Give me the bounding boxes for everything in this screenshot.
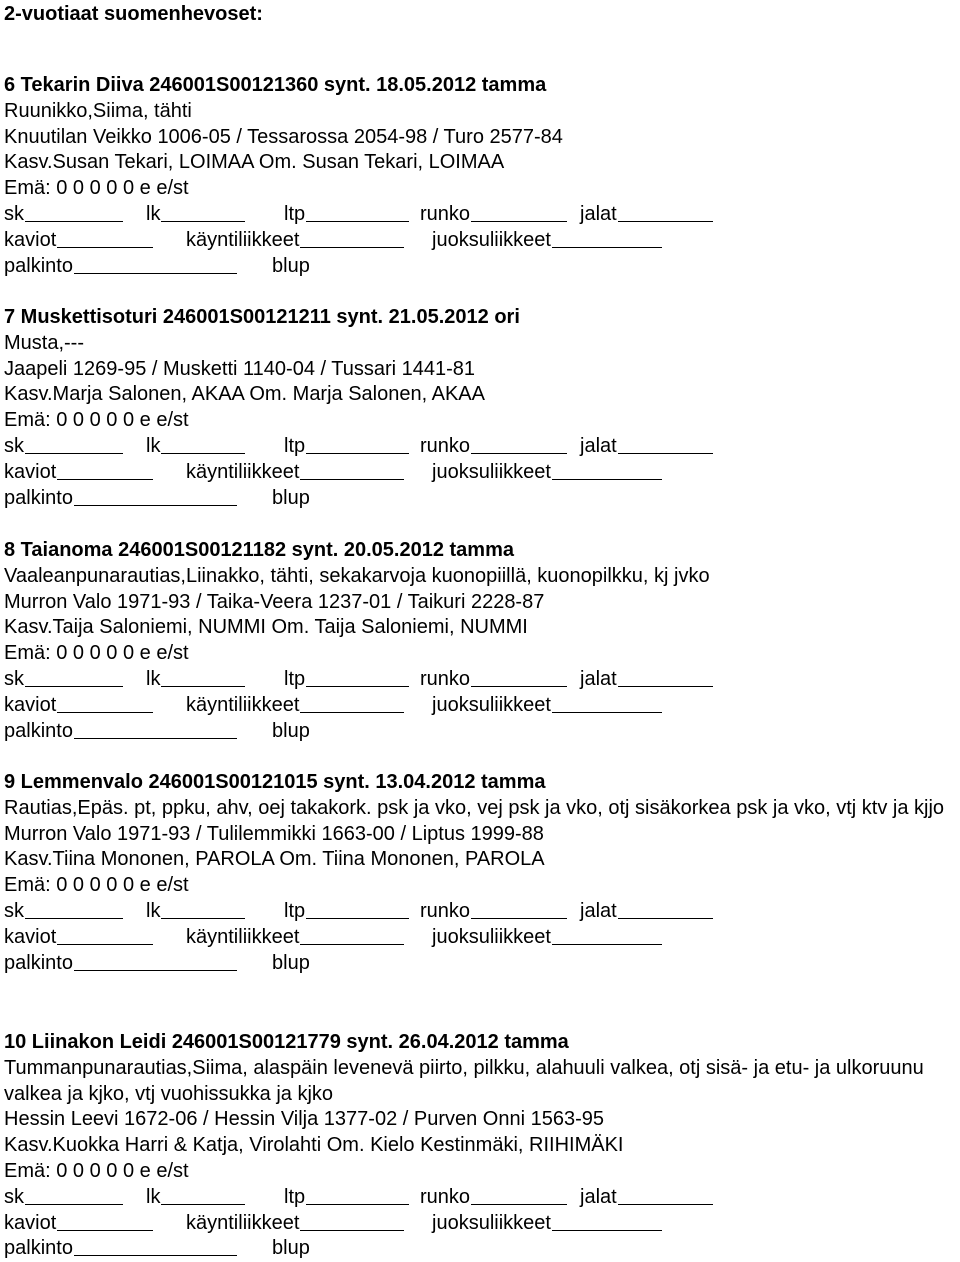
field-label: blup <box>272 1237 310 1260</box>
field-blup <box>272 486 310 512</box>
field-ltp <box>284 434 409 460</box>
field-label: ltp <box>284 202 306 225</box>
field-palkinto <box>4 1236 237 1262</box>
conformation-row <box>4 667 956 693</box>
field-jalat <box>580 434 713 460</box>
blank-line[interactable] <box>552 925 662 945</box>
horse-dam-info: Emä: 0 0 0 0 0 e e/st <box>4 177 189 200</box>
field-ltp <box>284 1185 409 1211</box>
field-juoksuliikkeet <box>432 925 662 951</box>
field-runko <box>420 667 567 693</box>
blank-line[interactable] <box>74 254 237 274</box>
field-kaviot <box>4 693 153 719</box>
field-label: lk <box>146 202 161 225</box>
field-label: runko <box>420 1185 471 1208</box>
field-runko <box>420 434 567 460</box>
field-label: juoksuliikkeet <box>432 228 551 251</box>
field-blup <box>272 1236 310 1262</box>
field-juoksuliikkeet <box>432 460 662 486</box>
field-label: jalat <box>580 434 617 457</box>
movement-row <box>4 1211 956 1237</box>
field-label: runko <box>420 434 471 457</box>
field-juoksuliikkeet <box>432 228 662 254</box>
field-juoksuliikkeet <box>432 693 662 719</box>
field-lk <box>146 1185 245 1211</box>
field-jalat <box>580 667 713 693</box>
horse-breeder-owner: Kasv.Susan Tekari, LOIMAA Om. Susan Tekari, LOIMAA <box>4 151 505 174</box>
horse-pedigree: Jaapeli 1269-95 / Musketti 1140-04 / Tussari 1441-81 <box>4 357 476 380</box>
award-row <box>4 254 956 280</box>
field-kaviot <box>4 1211 153 1237</box>
blank-line[interactable] <box>25 667 123 687</box>
field-label: ltp <box>284 667 306 690</box>
movement-row <box>4 460 956 486</box>
blank-line[interactable] <box>300 228 404 248</box>
field-label: jalat <box>580 899 617 922</box>
field-label: lk <box>146 667 161 690</box>
field-lk <box>146 667 245 693</box>
horse-title: 8 Taianoma 246001S00121182 synt. 20.05.2012 tamma <box>4 539 514 561</box>
field-label: sk <box>4 667 24 690</box>
blank-line[interactable] <box>74 719 237 739</box>
horse-title: 7 Muskettisoturi 246001S00121211 synt. 21.05.2012 ori <box>4 306 520 328</box>
field-blup <box>272 254 310 280</box>
blank-line[interactable] <box>25 202 123 222</box>
movement-row <box>4 925 956 951</box>
field-label: palkinto <box>4 719 73 742</box>
blank-line[interactable] <box>618 667 713 687</box>
horse-pedigree: Knuutilan Veikko 1006-05 / Tessarossa 2054-98 / Turo 2577-84 <box>4 125 563 148</box>
field-label: palkinto <box>4 951 73 974</box>
field-label: jalat <box>580 667 617 690</box>
field-label: lk <box>146 1185 161 1208</box>
field-palkinto <box>4 719 237 745</box>
field-kayntiliikkeet <box>186 228 404 254</box>
field-ltp <box>284 667 409 693</box>
blank-line[interactable] <box>25 899 123 919</box>
blank-line[interactable] <box>25 1185 123 1205</box>
horse-color-markings: Vaaleanpunarautias,Liinakko, tähti, sekakarvoja kuonopiillä, kuonopilkku, kj jvko <box>4 564 710 587</box>
blank-line[interactable] <box>57 460 153 480</box>
field-label: käyntiliikkeet <box>186 693 300 716</box>
horse-color-markings: Tummanpunarautias,Siima, alaspäin levenevä piirto, pilkku, alahuuli valkea, otj sisä- ja etu- ja ulkoruunu valkea ja kjko, vtj vuohissukka ja kjko <box>4 1056 924 1105</box>
field-label: ltp <box>284 1185 306 1208</box>
award-row <box>4 486 956 512</box>
blank-line[interactable] <box>618 434 713 454</box>
field-kayntiliikkeet <box>186 460 404 486</box>
horse-color-markings: Rautias,Epäs. pt, ppku, ahv, oej takakork. psk ja vko, vej psk ja vko, otj sisäkorkea psk ja vko, vtj ktv ja kjjo <box>4 796 945 819</box>
horse-breeder-owner: Kasv.Taija Saloniemi, NUMMI Om. Taija Saloniemi, NUMMI <box>4 616 528 639</box>
field-runko <box>420 202 567 228</box>
horse-breeder-owner: Kasv.Kuokka Harri & Katja, Virolahti Om. Kielo Kestinmäki, RIIHIMÄKI <box>4 1134 624 1157</box>
field-label: palkinto <box>4 486 73 509</box>
blank-line[interactable] <box>57 228 153 248</box>
field-label: käyntiliikkeet <box>186 925 300 948</box>
field-jalat <box>580 1185 713 1211</box>
field-label: kaviot <box>4 460 57 483</box>
field-label: juoksuliikkeet <box>432 925 551 948</box>
blank-line[interactable] <box>552 460 662 480</box>
blank-line[interactable] <box>74 951 237 971</box>
blank-line[interactable] <box>618 899 713 919</box>
field-sk <box>4 899 123 925</box>
blank-line[interactable] <box>306 1185 409 1205</box>
field-label: sk <box>4 1185 24 1208</box>
blank-line[interactable] <box>618 202 713 222</box>
blank-line[interactable] <box>471 667 567 687</box>
horse-dam-info: Emä: 0 0 0 0 0 e e/st <box>4 642 189 665</box>
horse-title: 10 Liinakon Leidi 246001S00121779 synt. 26.04.2012 tamma <box>4 1031 569 1053</box>
field-palkinto <box>4 254 237 280</box>
horse-entry <box>4 305 956 511</box>
blank-line[interactable] <box>471 1185 567 1205</box>
field-jalat <box>580 202 713 228</box>
conformation-row <box>4 899 956 925</box>
field-label: runko <box>420 202 471 225</box>
field-blup <box>272 951 310 977</box>
horse-dam-info: Emä: 0 0 0 0 0 e e/st <box>4 1159 189 1182</box>
field-blup <box>272 719 310 745</box>
field-label: palkinto <box>4 1237 73 1260</box>
field-label: blup <box>272 951 310 974</box>
field-label: jalat <box>580 1185 617 1208</box>
blank-line[interactable] <box>300 460 404 480</box>
field-runko <box>420 899 567 925</box>
blank-line[interactable] <box>74 486 237 506</box>
blank-line[interactable] <box>552 1211 662 1231</box>
horse-entry <box>4 538 956 744</box>
blank-line[interactable] <box>471 202 567 222</box>
field-palkinto <box>4 486 237 512</box>
horse-pedigree: Murron Valo 1971-93 / Taika-Veera 1237-01 / Taikuri 2228-87 <box>4 590 545 613</box>
field-jalat <box>580 899 713 925</box>
award-row <box>4 1236 956 1262</box>
blank-line[interactable] <box>306 667 409 687</box>
movement-row <box>4 228 956 254</box>
conformation-row <box>4 434 956 460</box>
field-ltp <box>284 899 409 925</box>
page-heading: 2-vuotiaat suomenhevoset: <box>4 3 263 25</box>
field-label: blup <box>272 486 310 509</box>
blank-line[interactable] <box>618 1185 713 1205</box>
horse-dam-info: Emä: 0 0 0 0 0 e e/st <box>4 874 189 897</box>
horse-pedigree: Hessin Leevi 1672-06 / Hessin Vilja 1377-02 / Purven Onni 1563-95 <box>4 1108 604 1131</box>
blank-line[interactable] <box>306 202 409 222</box>
award-row <box>4 719 956 745</box>
field-label: ltp <box>284 434 306 457</box>
horse-color-markings: Ruunikko,Siima, tähti <box>4 99 192 122</box>
horse-entry <box>4 1030 956 1262</box>
field-kaviot <box>4 925 153 951</box>
field-label: runko <box>420 899 471 922</box>
field-lk <box>146 434 245 460</box>
field-sk <box>4 667 123 693</box>
field-label: käyntiliikkeet <box>186 1211 300 1234</box>
movement-row <box>4 693 956 719</box>
field-label: lk <box>146 434 161 457</box>
blank-line[interactable] <box>552 693 662 713</box>
blank-line[interactable] <box>57 693 153 713</box>
field-lk <box>146 899 245 925</box>
conformation-row <box>4 202 956 228</box>
blank-line[interactable] <box>471 899 567 919</box>
field-sk <box>4 434 123 460</box>
blank-line[interactable] <box>306 434 409 454</box>
field-runko <box>420 1185 567 1211</box>
blank-line[interactable] <box>161 1185 245 1205</box>
horse-title: 6 Tekarin Diiva 246001S00121360 synt. 18.05.2012 tamma <box>4 74 547 96</box>
blank-line[interactable] <box>25 434 123 454</box>
field-kayntiliikkeet <box>186 693 404 719</box>
blank-line[interactable] <box>161 434 245 454</box>
field-label: jalat <box>580 202 617 225</box>
field-label: palkinto <box>4 254 73 277</box>
blank-line[interactable] <box>161 202 245 222</box>
field-kayntiliikkeet <box>186 1211 404 1237</box>
horse-dam-info: Emä: 0 0 0 0 0 e e/st <box>4 409 189 432</box>
field-label: kaviot <box>4 228 57 251</box>
field-lk <box>146 202 245 228</box>
field-kaviot <box>4 228 153 254</box>
horse-breeder-owner: Kasv.Marja Salonen, AKAA Om. Marja Salonen, AKAA <box>4 383 485 406</box>
field-kayntiliikkeet <box>186 925 404 951</box>
field-label: sk <box>4 202 24 225</box>
field-label: sk <box>4 434 24 457</box>
field-label: blup <box>272 254 310 277</box>
blank-line[interactable] <box>552 228 662 248</box>
field-sk <box>4 202 123 228</box>
field-label: juoksuliikkeet <box>432 693 551 716</box>
blank-line[interactable] <box>306 899 409 919</box>
field-label: käyntiliikkeet <box>186 228 300 251</box>
field-ltp <box>284 202 409 228</box>
blank-line[interactable] <box>161 899 245 919</box>
field-label: lk <box>146 899 161 922</box>
field-label: juoksuliikkeet <box>432 460 551 483</box>
field-label: käyntiliikkeet <box>186 460 300 483</box>
award-row <box>4 951 956 977</box>
blank-line[interactable] <box>57 1211 153 1231</box>
document-page <box>4 0 956 1260</box>
field-juoksuliikkeet <box>432 1211 662 1237</box>
field-label: sk <box>4 899 24 922</box>
horse-entry <box>4 770 956 976</box>
blank-line[interactable] <box>57 925 153 945</box>
blank-line[interactable] <box>300 1211 404 1231</box>
horse-entry <box>4 73 956 279</box>
field-label: ltp <box>284 899 306 922</box>
field-label: blup <box>272 719 310 742</box>
field-kaviot <box>4 460 153 486</box>
field-label: runko <box>420 667 471 690</box>
field-sk <box>4 1185 123 1211</box>
field-label: kaviot <box>4 693 57 716</box>
horse-color-markings: Musta,--- <box>4 331 84 354</box>
blank-line[interactable] <box>161 667 245 687</box>
horse-pedigree: Murron Valo 1971-93 / Tulilemmikki 1663-00 / Liptus 1999-88 <box>4 822 544 845</box>
field-label: kaviot <box>4 1211 57 1234</box>
blank-line[interactable] <box>74 1236 237 1256</box>
field-label: kaviot <box>4 925 57 948</box>
blank-line[interactable] <box>300 693 404 713</box>
field-label: juoksuliikkeet <box>432 1211 551 1234</box>
horse-breeder-owner: Kasv.Tiina Mononen, PAROLA Om. Tiina Mononen, PAROLA <box>4 848 545 871</box>
conformation-row <box>4 1185 956 1211</box>
blank-line[interactable] <box>300 925 404 945</box>
field-palkinto <box>4 951 237 977</box>
blank-line[interactable] <box>471 434 567 454</box>
horse-title: 9 Lemmenvalo 246001S00121015 synt. 13.04.2012 tamma <box>4 771 546 793</box>
